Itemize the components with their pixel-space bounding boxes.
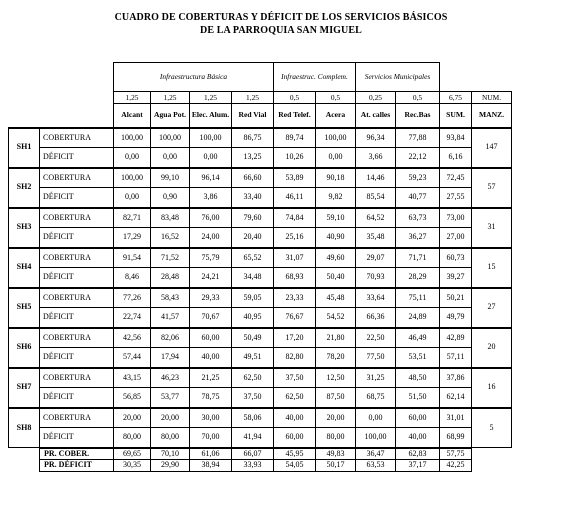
deficit-value: 0,00 xyxy=(114,188,151,208)
sector-label: SH7 xyxy=(9,368,40,408)
cobertura-value: 31,01 xyxy=(440,408,472,428)
deficit-value: 40,90 xyxy=(316,228,356,248)
sector-label: SH3 xyxy=(9,208,40,248)
cobertura-value: 29,07 xyxy=(356,248,396,268)
cobertura-value: 63,73 xyxy=(396,208,440,228)
deficit-value: 34,48 xyxy=(232,268,274,288)
blank-cell xyxy=(40,104,114,128)
cobertura-label: COBERTURA xyxy=(40,168,114,188)
group-infraestructura-basica: Infraestructura Básica xyxy=(114,63,274,92)
deficit-value: 24,21 xyxy=(190,268,232,288)
manzanas-count: 15 xyxy=(472,248,512,288)
cobertura-value: 72,45 xyxy=(440,168,472,188)
cobertura-value: 46,23 xyxy=(151,368,190,388)
cobertura-value: 74,84 xyxy=(274,208,316,228)
blank-cell xyxy=(472,448,512,460)
column-header: Alcant xyxy=(114,104,151,128)
cobertura-value: 0,00 xyxy=(356,408,396,428)
deficit-value: 70,67 xyxy=(190,308,232,328)
blank-cell xyxy=(9,460,40,472)
cobertura-value: 83,48 xyxy=(151,208,190,228)
weight-cell: 0,5 xyxy=(316,92,356,104)
cobertura-value: 89,74 xyxy=(274,128,316,148)
totals-value: 36,47 xyxy=(356,448,396,460)
cobertura-value: 29,33 xyxy=(190,288,232,308)
deficit-label: DÉFICIT xyxy=(40,348,114,368)
totals-value: 70,10 xyxy=(151,448,190,460)
deficit-value: 6,16 xyxy=(440,148,472,168)
deficit-value: 40,95 xyxy=(232,308,274,328)
cobertura-value: 60,00 xyxy=(190,328,232,348)
deficit-value: 78,75 xyxy=(190,388,232,408)
deficit-value: 80,00 xyxy=(114,428,151,448)
deficit-label: DÉFICIT xyxy=(40,268,114,288)
table-row xyxy=(9,248,512,268)
sector-label: SH8 xyxy=(9,408,40,448)
column-header: Acera xyxy=(316,104,356,128)
cobertura-value: 20,00 xyxy=(316,408,356,428)
group-servicios-municipales: Servicios Municipales xyxy=(356,63,440,92)
sector-label: SH1 xyxy=(9,128,40,168)
table-row xyxy=(9,268,512,288)
cobertura-value: 100,00 xyxy=(114,128,151,148)
cobertura-value: 96,14 xyxy=(190,168,232,188)
cobertura-value: 66,60 xyxy=(232,168,274,188)
table-row xyxy=(9,228,512,248)
blank-cell xyxy=(440,63,472,92)
deficit-label: DÉFICIT xyxy=(40,148,114,168)
cobertura-value: 31,25 xyxy=(356,368,396,388)
cobertura-value: 42,56 xyxy=(114,328,151,348)
manzanas-count: 16 xyxy=(472,368,512,408)
cobertura-value: 21,25 xyxy=(190,368,232,388)
cobertura-value: 58,06 xyxy=(232,408,274,428)
cobertura-value: 60,00 xyxy=(396,408,440,428)
deficit-value: 8,46 xyxy=(114,268,151,288)
column-header: Elec. Alum. xyxy=(190,104,232,128)
cobertura-value: 58,43 xyxy=(151,288,190,308)
cobertura-value: 21,80 xyxy=(316,328,356,348)
table-row xyxy=(9,368,512,388)
deficit-value: 62,14 xyxy=(440,388,472,408)
totals-value: 30,35 xyxy=(114,460,151,472)
deficit-value: 39,27 xyxy=(440,268,472,288)
deficit-value: 80,00 xyxy=(151,428,190,448)
cobertura-value: 12,50 xyxy=(316,368,356,388)
cobertura-value: 71,52 xyxy=(151,248,190,268)
deficit-value: 68,75 xyxy=(356,388,396,408)
weight-cell: 1,25 xyxy=(151,92,190,104)
manzanas-count: 31 xyxy=(472,208,512,248)
cobertura-label: COBERTURA xyxy=(40,328,114,348)
cobertura-value: 64,52 xyxy=(356,208,396,228)
cobertura-value: 30,00 xyxy=(190,408,232,428)
cobertura-value: 37,86 xyxy=(440,368,472,388)
totals-value: 49,83 xyxy=(316,448,356,460)
deficit-value: 49,79 xyxy=(440,308,472,328)
deficit-value: 22,12 xyxy=(396,148,440,168)
cobertura-value: 75,11 xyxy=(396,288,440,308)
deficit-value: 10,26 xyxy=(274,148,316,168)
cobertura-value: 22,50 xyxy=(356,328,396,348)
deficit-value: 76,67 xyxy=(274,308,316,328)
cobertura-value: 49,60 xyxy=(316,248,356,268)
weight-cell: 0,5 xyxy=(274,92,316,104)
cobertura-value: 17,20 xyxy=(274,328,316,348)
deficit-value: 35,48 xyxy=(356,228,396,248)
blank-cell xyxy=(9,92,40,104)
table-row xyxy=(9,428,512,448)
cobertura-value: 46,49 xyxy=(396,328,440,348)
blank-cell xyxy=(472,460,512,472)
deficit-value: 56,85 xyxy=(114,388,151,408)
deficit-value: 28,29 xyxy=(396,268,440,288)
table-row xyxy=(9,128,512,148)
deficit-value: 78,20 xyxy=(316,348,356,368)
deficit-label: DÉFICIT xyxy=(40,428,114,448)
cobertura-label: COBERTURA xyxy=(40,208,114,228)
totals-value: 33,93 xyxy=(232,460,274,472)
column-header: Rec.Bas xyxy=(396,104,440,128)
cobertura-value: 73,00 xyxy=(440,208,472,228)
cobertura-value: 79,60 xyxy=(232,208,274,228)
deficit-value: 53,77 xyxy=(151,388,190,408)
sector-label: SH2 xyxy=(9,168,40,208)
column-header: Agua Pot. xyxy=(151,104,190,128)
blank-cell xyxy=(9,63,40,92)
deficit-value: 16,52 xyxy=(151,228,190,248)
deficit-value: 70,00 xyxy=(190,428,232,448)
cobertura-value: 45,48 xyxy=(316,288,356,308)
totals-value: 45,95 xyxy=(274,448,316,460)
coverage-deficit-table xyxy=(8,62,512,472)
deficit-value: 0,00 xyxy=(190,148,232,168)
totals-value: 62,83 xyxy=(396,448,440,460)
cobertura-label: COBERTURA xyxy=(40,408,114,428)
cobertura-value: 50,21 xyxy=(440,288,472,308)
weight-cell: 1,25 xyxy=(190,92,232,104)
blank-cell xyxy=(40,63,114,92)
cobertura-value: 14,46 xyxy=(356,168,396,188)
blank-cell xyxy=(40,92,114,104)
deficit-value: 27,00 xyxy=(440,228,472,248)
cobertura-value: 96,34 xyxy=(356,128,396,148)
deficit-value: 40,00 xyxy=(396,428,440,448)
cobertura-label: COBERTURA xyxy=(40,288,114,308)
deficit-value: 24,89 xyxy=(396,308,440,328)
deficit-value: 50,40 xyxy=(316,268,356,288)
column-header: At. calles xyxy=(356,104,396,128)
deficit-label: DÉFICIT xyxy=(40,388,114,408)
table-title-line-2: DE LA PARROQUIA SAN MIGUEL xyxy=(200,25,362,36)
cobertura-value: 59,10 xyxy=(316,208,356,228)
deficit-label: DÉFICIT xyxy=(40,188,114,208)
deficit-value: 62,50 xyxy=(274,388,316,408)
cobertura-value: 75,79 xyxy=(190,248,232,268)
deficit-value: 3,86 xyxy=(190,188,232,208)
cobertura-value: 99,10 xyxy=(151,168,190,188)
deficit-value: 0,00 xyxy=(114,148,151,168)
totals-value: 66,07 xyxy=(232,448,274,460)
deficit-value: 0,00 xyxy=(151,148,190,168)
manzanas-count: 147 xyxy=(472,128,512,168)
deficit-value: 25,16 xyxy=(274,228,316,248)
cobertura-value: 20,00 xyxy=(114,408,151,428)
deficit-value: 82,80 xyxy=(274,348,316,368)
deficit-value: 53,51 xyxy=(396,348,440,368)
totals-label: PR. DÉFICIT xyxy=(40,460,114,472)
deficit-value: 37,50 xyxy=(232,388,274,408)
deficit-value: 22,74 xyxy=(114,308,151,328)
deficit-value: 77,50 xyxy=(356,348,396,368)
cobertura-value: 65,52 xyxy=(232,248,274,268)
totals-value: 57,75 xyxy=(440,448,472,460)
deficit-value: 3,66 xyxy=(356,148,396,168)
deficit-value: 13,25 xyxy=(232,148,274,168)
table-row xyxy=(9,388,512,408)
deficit-value: 40,00 xyxy=(190,348,232,368)
manzanas-count: 5 xyxy=(472,408,512,448)
cobertura-value: 31,07 xyxy=(274,248,316,268)
cobertura-label: COBERTURA xyxy=(40,368,114,388)
sector-label: SH6 xyxy=(9,328,40,368)
cobertura-value: 90,18 xyxy=(316,168,356,188)
table-row xyxy=(9,148,512,168)
cobertura-value: 20,00 xyxy=(151,408,190,428)
cobertura-value: 23,33 xyxy=(274,288,316,308)
deficit-value: 17,29 xyxy=(114,228,151,248)
table-row xyxy=(9,308,512,328)
deficit-value: 87,50 xyxy=(316,388,356,408)
deficit-value: 40,77 xyxy=(396,188,440,208)
column-header: SUM. xyxy=(440,104,472,128)
cobertura-value: 50,49 xyxy=(232,328,274,348)
deficit-value: 20,40 xyxy=(232,228,274,248)
manzanas-count: 20 xyxy=(472,328,512,368)
cobertura-value: 42,89 xyxy=(440,328,472,348)
table-row xyxy=(9,348,512,368)
totals-value: 50,17 xyxy=(316,460,356,472)
cobertura-value: 93,84 xyxy=(440,128,472,148)
cobertura-value: 100,00 xyxy=(114,168,151,188)
cobertura-value: 53,89 xyxy=(274,168,316,188)
cobertura-value: 91,54 xyxy=(114,248,151,268)
deficit-value: 36,27 xyxy=(396,228,440,248)
cobertura-value: 100,00 xyxy=(190,128,232,148)
deficit-value: 60,00 xyxy=(274,428,316,448)
blank-cell xyxy=(9,448,40,460)
deficit-value: 9,82 xyxy=(316,188,356,208)
deficit-value: 28,48 xyxy=(151,268,190,288)
cobertura-value: 43,15 xyxy=(114,368,151,388)
cobertura-value: 59,05 xyxy=(232,288,274,308)
table-row xyxy=(9,168,512,188)
cobertura-value: 82,06 xyxy=(151,328,190,348)
deficit-value: 68,93 xyxy=(274,268,316,288)
cobertura-value: 76,00 xyxy=(190,208,232,228)
sector-label: SH4 xyxy=(9,248,40,288)
cobertura-value: 100,00 xyxy=(316,128,356,148)
cobertura-label: COBERTURA xyxy=(40,248,114,268)
table-title-line-1: CUADRO DE COBERTURAS Y DÉFICIT DE LOS SERVICIOS BÁSICOS xyxy=(114,12,448,23)
deficit-value: 41,94 xyxy=(232,428,274,448)
totals-value: 37,17 xyxy=(396,460,440,472)
totals-value: 42,25 xyxy=(440,460,472,472)
cobertura-label: COBERTURA xyxy=(40,128,114,148)
weight-cell: 6,75 xyxy=(440,92,472,104)
blank-cell xyxy=(9,104,40,128)
manzanas-count: 27 xyxy=(472,288,512,328)
deficit-value: 17,94 xyxy=(151,348,190,368)
deficit-value: 49,51 xyxy=(232,348,274,368)
deficit-value: 27,55 xyxy=(440,188,472,208)
deficit-value: 54,52 xyxy=(316,308,356,328)
cobertura-value: 77,88 xyxy=(396,128,440,148)
totals-value: 29,90 xyxy=(151,460,190,472)
cobertura-value: 86,75 xyxy=(232,128,274,148)
cobertura-value: 33,64 xyxy=(356,288,396,308)
cobertura-value: 59,23 xyxy=(396,168,440,188)
deficit-value: 100,00 xyxy=(356,428,396,448)
cobertura-value: 37,50 xyxy=(274,368,316,388)
deficit-value: 51,50 xyxy=(396,388,440,408)
deficit-value: 46,11 xyxy=(274,188,316,208)
weight-cell: 0,25 xyxy=(356,92,396,104)
deficit-label: DÉFICIT xyxy=(40,308,114,328)
totals-row xyxy=(9,448,512,460)
column-header: Red Vial xyxy=(232,104,274,128)
cobertura-value: 71,71 xyxy=(396,248,440,268)
group-infraestructura-complementaria: Infraestruc. Complem. xyxy=(274,63,356,92)
deficit-value: 57,11 xyxy=(440,348,472,368)
totals-value: 38,94 xyxy=(190,460,232,472)
cobertura-value: 77,26 xyxy=(114,288,151,308)
totals-value: 69,65 xyxy=(114,448,151,460)
weight-cell: 0,5 xyxy=(396,92,440,104)
cobertura-value: 62,50 xyxy=(232,368,274,388)
cobertura-value: 60,73 xyxy=(440,248,472,268)
blank-cell xyxy=(472,63,512,92)
num-label: NUM. xyxy=(472,92,512,104)
table-row xyxy=(9,188,512,208)
deficit-value: 66,36 xyxy=(356,308,396,328)
deficit-value: 68,99 xyxy=(440,428,472,448)
table-row xyxy=(9,408,512,428)
totals-value: 63,53 xyxy=(356,460,396,472)
totals-label: PR. COBER. xyxy=(40,448,114,460)
table-row xyxy=(9,328,512,348)
totals-value: 54,05 xyxy=(274,460,316,472)
cobertura-value: 48,50 xyxy=(396,368,440,388)
sector-label: SH5 xyxy=(9,288,40,328)
deficit-label: DÉFICIT xyxy=(40,228,114,248)
deficit-value: 24,00 xyxy=(190,228,232,248)
column-header: Red Telef. xyxy=(274,104,316,128)
manz-label: MANZ. xyxy=(472,104,512,128)
cobertura-value: 82,71 xyxy=(114,208,151,228)
deficit-value: 70,93 xyxy=(356,268,396,288)
cobertura-value: 100,00 xyxy=(151,128,190,148)
deficit-value: 33,40 xyxy=(232,188,274,208)
manzanas-count: 57 xyxy=(472,168,512,208)
deficit-value: 0,90 xyxy=(151,188,190,208)
table-row xyxy=(9,288,512,308)
weight-cell: 1,25 xyxy=(114,92,151,104)
totals-row xyxy=(9,460,512,472)
deficit-value: 57,44 xyxy=(114,348,151,368)
weight-cell: 1,25 xyxy=(232,92,274,104)
deficit-value: 41,57 xyxy=(151,308,190,328)
table-row xyxy=(9,208,512,228)
cobertura-value: 40,00 xyxy=(274,408,316,428)
deficit-value: 0,00 xyxy=(316,148,356,168)
deficit-value: 80,00 xyxy=(316,428,356,448)
deficit-value: 85,54 xyxy=(356,188,396,208)
totals-value: 61,06 xyxy=(190,448,232,460)
